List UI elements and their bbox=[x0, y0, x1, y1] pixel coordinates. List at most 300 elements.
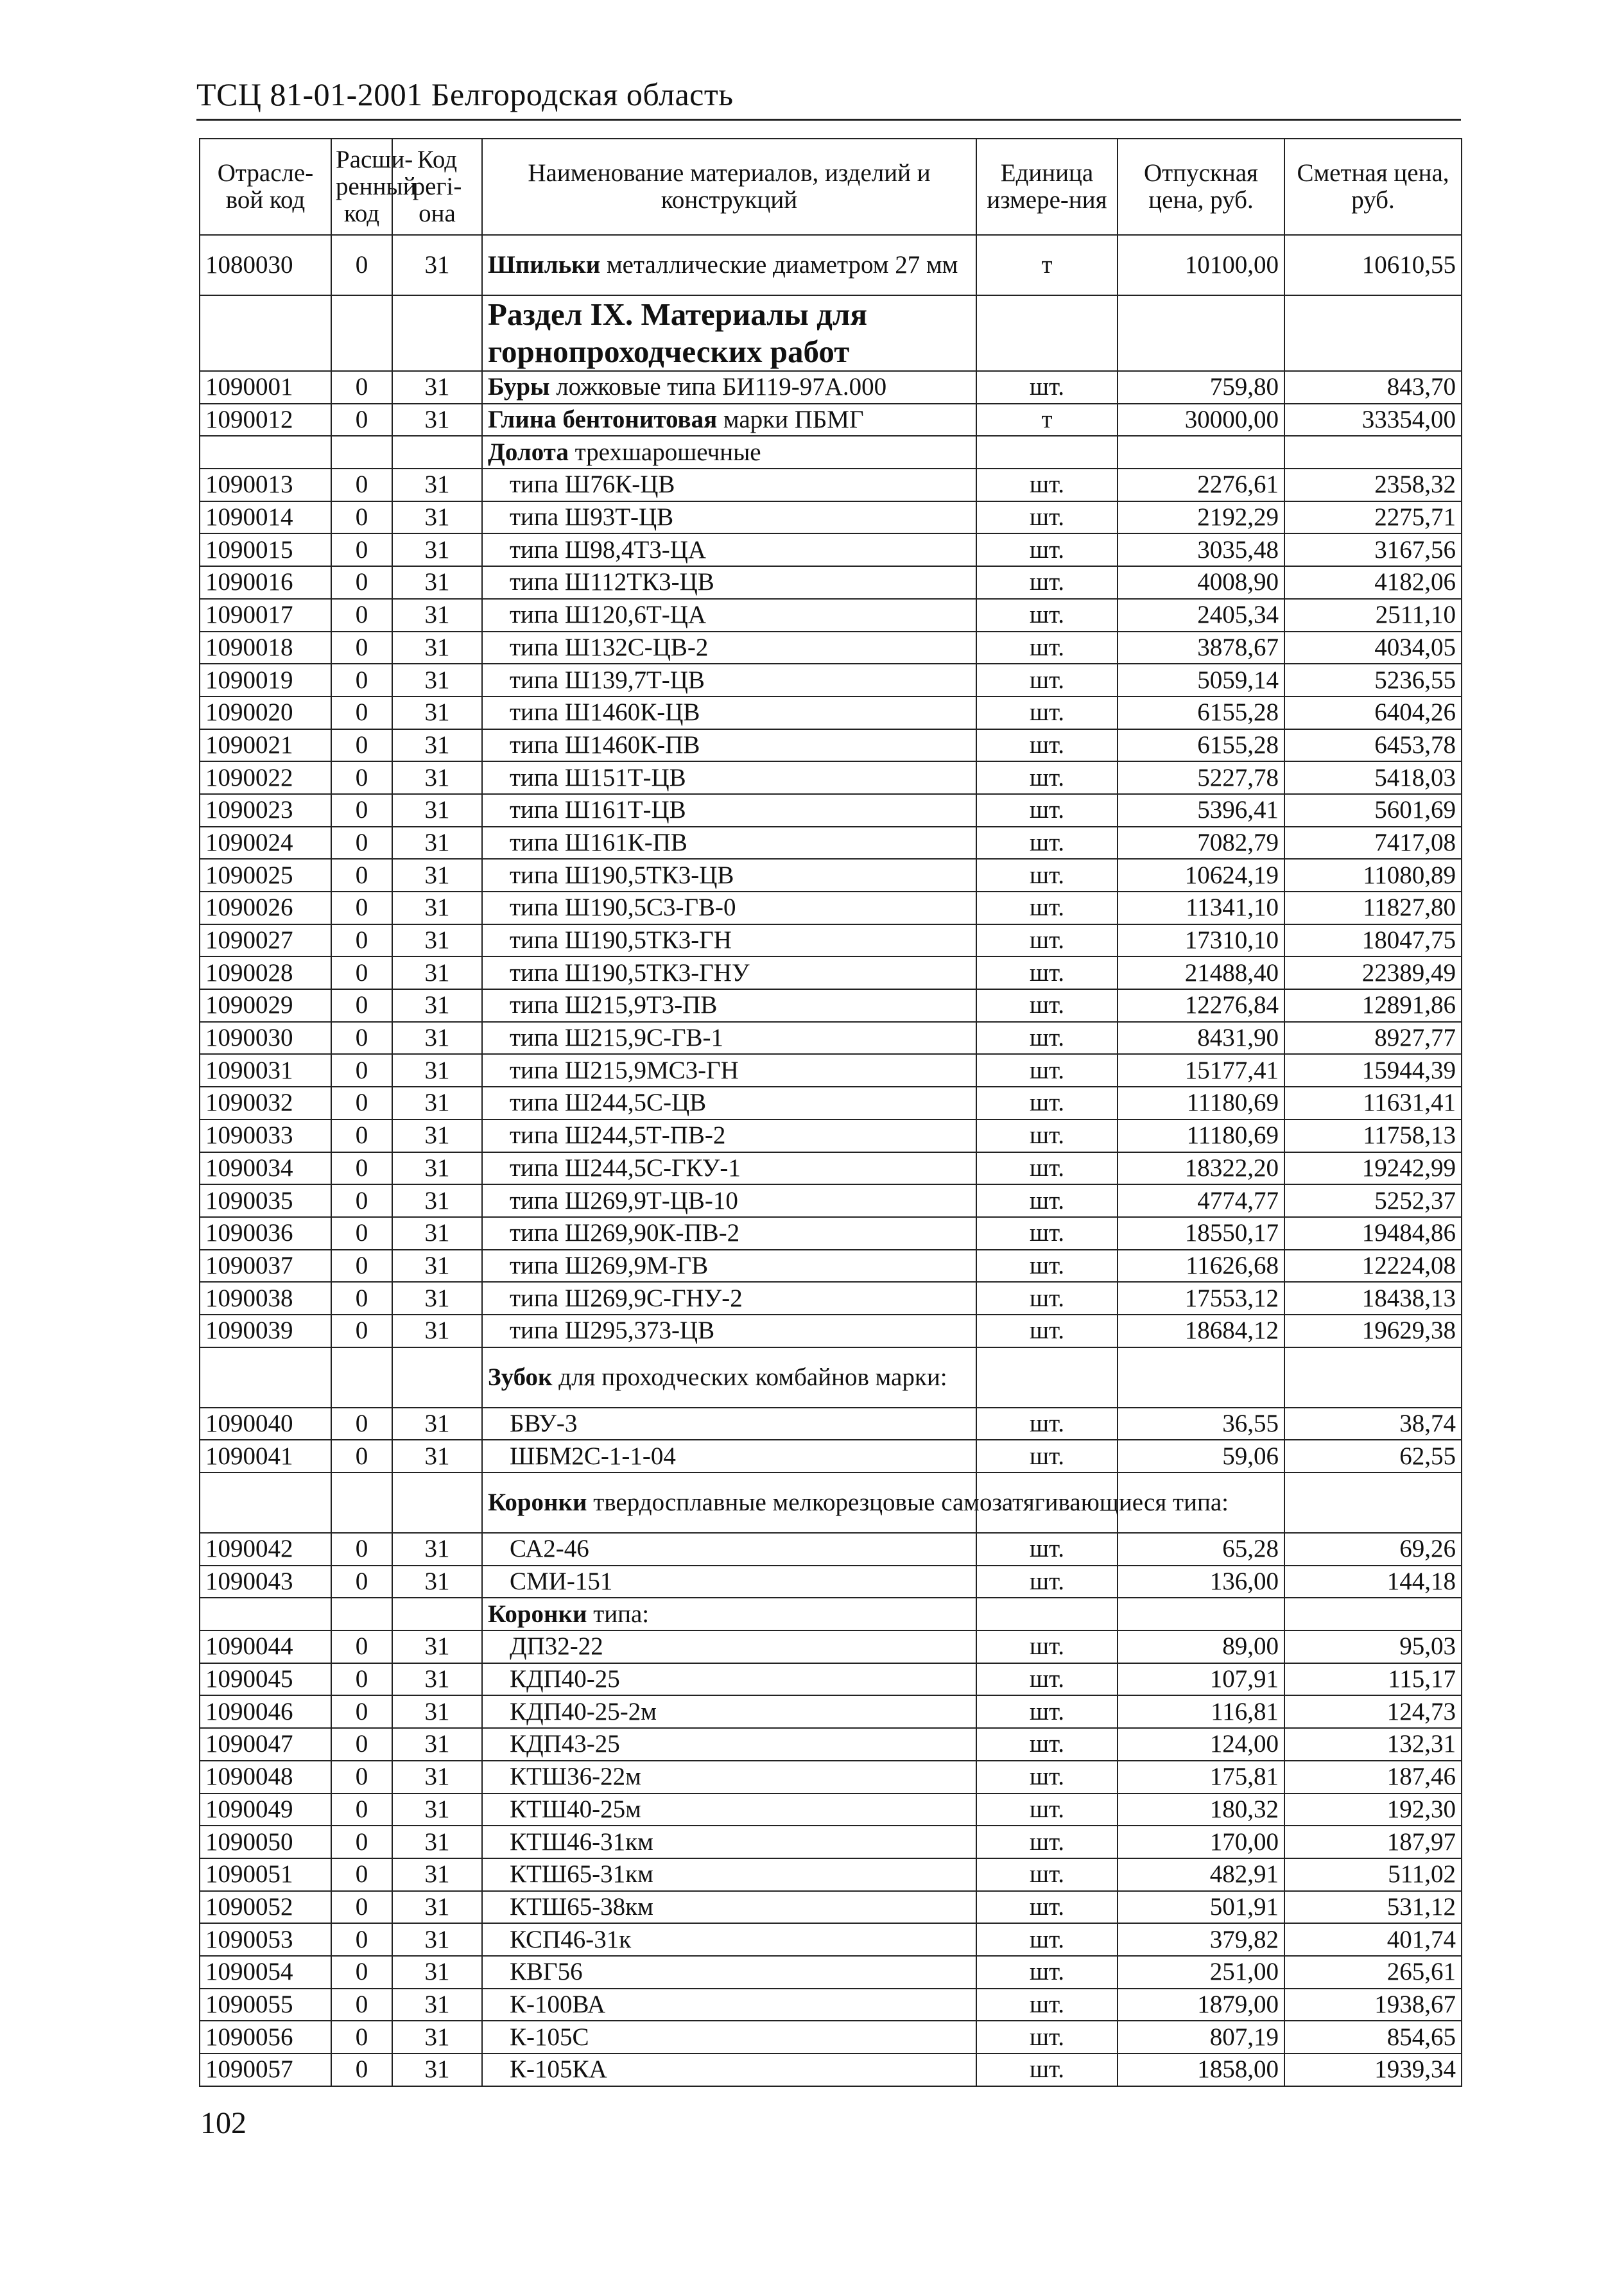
industry-code-cell: 1090022 bbox=[200, 761, 331, 794]
table-row bbox=[200, 1891, 1462, 1924]
material-name-cell: типа Ш244,5С-ГКУ-1 bbox=[482, 1152, 976, 1185]
industry-code-cell bbox=[200, 295, 331, 371]
extended-code-cell: 0 bbox=[331, 599, 392, 632]
material-name-bold: Шпильки bbox=[488, 251, 601, 279]
estimate-price-cell: 4034,05 bbox=[1284, 632, 1462, 664]
price-table bbox=[199, 138, 1462, 2087]
industry-code-cell: 1090016 bbox=[200, 566, 331, 599]
industry-code-cell: 1090048 bbox=[200, 1761, 331, 1793]
region-code-cell bbox=[392, 295, 482, 371]
industry-code-cell: 1090024 bbox=[200, 827, 331, 860]
estimate-price-cell: 69,26 bbox=[1284, 1533, 1462, 1566]
extended-code-cell: 0 bbox=[331, 892, 392, 924]
region-code-cell: 31 bbox=[392, 664, 482, 696]
table-row bbox=[200, 2021, 1462, 2053]
material-name-cell: типа Ш120,6Т-ЦА bbox=[482, 599, 976, 632]
unit-cell: шт. bbox=[976, 501, 1118, 534]
industry-code-cell: 1090044 bbox=[200, 1630, 331, 1663]
material-name-cell: типа Ш244,5Т-ПВ-2 bbox=[482, 1119, 976, 1152]
extended-code-cell: 0 bbox=[331, 1566, 392, 1598]
release-price-cell: 482,91 bbox=[1118, 1858, 1284, 1891]
estimate-price-cell: 18438,13 bbox=[1284, 1282, 1462, 1315]
group-row bbox=[200, 1598, 1462, 1630]
estimate-price-cell: 401,74 bbox=[1284, 1923, 1462, 1956]
industry-code-cell: 1090023 bbox=[200, 794, 331, 827]
region-code-cell bbox=[392, 1347, 482, 1408]
unit-cell: шт. bbox=[976, 664, 1118, 696]
estimate-price-cell: 6404,26 bbox=[1284, 696, 1462, 729]
release-price-cell: 170,00 bbox=[1118, 1826, 1284, 1858]
table-row bbox=[200, 1858, 1462, 1891]
region-code-cell: 31 bbox=[392, 794, 482, 827]
material-name-cell: типа Ш161К-ПВ bbox=[482, 827, 976, 860]
industry-code-cell: 1090021 bbox=[200, 729, 331, 762]
estimate-price-cell: 115,17 bbox=[1284, 1663, 1462, 1696]
table-row bbox=[200, 956, 1462, 989]
unit-cell: шт. bbox=[976, 1408, 1118, 1440]
industry-code-cell: 1090027 bbox=[200, 924, 331, 957]
industry-code-cell: 1090037 bbox=[200, 1250, 331, 1283]
extended-code-cell bbox=[331, 1598, 392, 1630]
material-name-cell: типа Ш98,4Т3-ЦА bbox=[482, 533, 976, 566]
estimate-price-cell: 11758,13 bbox=[1284, 1119, 1462, 1152]
group-title-rest: для проходческих комбайнов марки: bbox=[552, 1363, 947, 1391]
estimate-price-cell: 11080,89 bbox=[1284, 859, 1462, 892]
extended-code-cell: 0 bbox=[331, 1858, 392, 1891]
release-price-cell: 15177,41 bbox=[1118, 1054, 1284, 1087]
unit-cell: шт. bbox=[976, 1184, 1118, 1217]
extended-code-cell: 0 bbox=[331, 1184, 392, 1217]
material-name-cell: ШБМ2С-1-1-04 bbox=[482, 1440, 976, 1473]
material-name-cell: типа Ш244,5С-ЦВ bbox=[482, 1087, 976, 1119]
release-price-cell bbox=[1118, 295, 1284, 371]
table-row bbox=[200, 1793, 1462, 1826]
material-name-cell: КДП43-25 bbox=[482, 1728, 976, 1761]
group-title-cell bbox=[482, 436, 976, 469]
region-code-cell: 31 bbox=[392, 1087, 482, 1119]
table-row bbox=[200, 794, 1462, 827]
material-name-cell: типа Ш161Т-ЦВ bbox=[482, 794, 976, 827]
table-row bbox=[200, 859, 1462, 892]
unit-cell: шт. bbox=[976, 1728, 1118, 1761]
industry-code-cell: 1090029 bbox=[200, 989, 331, 1022]
table-row bbox=[200, 632, 1462, 664]
table-row bbox=[200, 989, 1462, 1022]
region-code-cell: 31 bbox=[392, 1282, 482, 1315]
page-number: 102 bbox=[200, 2106, 246, 2140]
industry-code-cell: 1090038 bbox=[200, 1282, 331, 1315]
industry-code-cell: 1090020 bbox=[200, 696, 331, 729]
region-code-cell: 31 bbox=[392, 501, 482, 534]
material-name-cell: типа Ш76К-ЦВ bbox=[482, 469, 976, 501]
group-title-rest: трехшарошечные bbox=[568, 438, 761, 466]
table-row bbox=[200, 1250, 1462, 1283]
group-title-rest: твердосплавные мелкорезцовые самозатягивающиеся типа: bbox=[587, 1489, 1229, 1516]
unit-cell: шт. bbox=[976, 696, 1118, 729]
industry-code-cell: 1090045 bbox=[200, 1663, 331, 1696]
material-name-cell: КВГ56 bbox=[482, 1956, 976, 1989]
table-row bbox=[200, 1923, 1462, 1956]
table-row bbox=[200, 1022, 1462, 1055]
material-name-cell: типа Ш269,9С-ГНУ-2 bbox=[482, 1282, 976, 1315]
material-name-cell: типа Ш295,373-ЦВ bbox=[482, 1315, 976, 1347]
estimate-price-cell: 33354,00 bbox=[1284, 404, 1462, 436]
release-price-cell: 251,00 bbox=[1118, 1956, 1284, 1989]
table-row bbox=[200, 1282, 1462, 1315]
material-name-cell: типа Ш269,9М-ГВ bbox=[482, 1250, 976, 1283]
unit-cell: шт. bbox=[976, 1891, 1118, 1924]
page-header-title: ТСЦ 81-01-2001 Белгородская область bbox=[196, 76, 734, 112]
extended-code-cell bbox=[331, 1347, 392, 1408]
table-row bbox=[200, 761, 1462, 794]
release-price-cell: 807,19 bbox=[1118, 2021, 1284, 2053]
material-name-cell: БВУ-3 bbox=[482, 1408, 976, 1440]
material-name-cell: ДП32-22 bbox=[482, 1630, 976, 1663]
table-row bbox=[200, 2053, 1462, 2086]
table-row bbox=[200, 827, 1462, 860]
table-row bbox=[200, 1728, 1462, 1761]
region-code-cell: 31 bbox=[392, 235, 482, 295]
extended-code-cell: 0 bbox=[331, 664, 392, 696]
group-title-bold: Коронки bbox=[488, 1489, 587, 1516]
material-name-cell: типа Ш112ТК3-ЦВ bbox=[482, 566, 976, 599]
table-header-row bbox=[200, 139, 1462, 235]
release-price-cell: 759,80 bbox=[1118, 371, 1284, 404]
estimate-price-cell: 19629,38 bbox=[1284, 1315, 1462, 1347]
estimate-price-cell: 1938,67 bbox=[1284, 1989, 1462, 2021]
material-name-cell: типа Ш190,5ТК3-ГН bbox=[482, 924, 976, 957]
header-rule bbox=[196, 119, 1461, 121]
release-price-cell: 11180,69 bbox=[1118, 1119, 1284, 1152]
unit-cell bbox=[976, 295, 1118, 371]
unit-cell: шт. bbox=[976, 1533, 1118, 1566]
table-row bbox=[200, 1408, 1462, 1440]
release-price-cell: 5059,14 bbox=[1118, 664, 1284, 696]
unit-cell: шт. bbox=[976, 1250, 1118, 1283]
group-title-bold: Зубок bbox=[488, 1363, 553, 1391]
industry-code-cell: 1090046 bbox=[200, 1695, 331, 1728]
extended-code-cell: 0 bbox=[331, 2021, 392, 2053]
release-price-cell: 21488,40 bbox=[1118, 956, 1284, 989]
estimate-price-cell: 22389,49 bbox=[1284, 956, 1462, 989]
material-name-cell: типа Ш215,9С-ГВ-1 bbox=[482, 1022, 976, 1055]
region-code-cell: 31 bbox=[392, 924, 482, 957]
release-price-cell: 18684,12 bbox=[1118, 1315, 1284, 1347]
extended-code-cell: 0 bbox=[331, 1119, 392, 1152]
region-code-cell: 31 bbox=[392, 566, 482, 599]
industry-code-cell: 1090036 bbox=[200, 1217, 331, 1250]
estimate-price-cell: 2275,71 bbox=[1284, 501, 1462, 534]
material-name-cell: СА2-46 bbox=[482, 1533, 976, 1566]
extended-code-cell: 0 bbox=[331, 371, 392, 404]
region-code-cell bbox=[392, 1598, 482, 1630]
table-row bbox=[200, 696, 1462, 729]
material-name-cell: КТШ36-22м bbox=[482, 1761, 976, 1793]
estimate-price-cell: 15944,39 bbox=[1284, 1054, 1462, 1087]
extended-code-cell: 0 bbox=[331, 794, 392, 827]
estimate-price-cell: 11827,80 bbox=[1284, 892, 1462, 924]
region-code-cell: 31 bbox=[392, 2021, 482, 2053]
region-code-cell: 31 bbox=[392, 1826, 482, 1858]
unit-cell: шт. bbox=[976, 2053, 1118, 2086]
region-code-cell: 31 bbox=[392, 1315, 482, 1347]
region-code-cell: 31 bbox=[392, 404, 482, 436]
extended-code-cell: 0 bbox=[331, 827, 392, 860]
industry-code-cell: 1090054 bbox=[200, 1956, 331, 1989]
release-price-cell: 175,81 bbox=[1118, 1761, 1284, 1793]
material-name-cell: типа Ш151Т-ЦВ bbox=[482, 761, 976, 794]
industry-code-cell: 1090017 bbox=[200, 599, 331, 632]
region-code-cell: 31 bbox=[392, 956, 482, 989]
release-price-cell: 6155,28 bbox=[1118, 729, 1284, 762]
unit-cell: шт. bbox=[976, 1566, 1118, 1598]
table-row bbox=[200, 1054, 1462, 1087]
extended-code-cell: 0 bbox=[331, 501, 392, 534]
extended-code-cell: 0 bbox=[331, 1440, 392, 1473]
region-code-cell: 31 bbox=[392, 1054, 482, 1087]
estimate-price-cell: 5418,03 bbox=[1284, 761, 1462, 794]
unit-cell: шт. bbox=[976, 1630, 1118, 1663]
estimate-price-cell: 5236,55 bbox=[1284, 664, 1462, 696]
industry-code-cell: 1090025 bbox=[200, 859, 331, 892]
region-code-cell: 31 bbox=[392, 1408, 482, 1440]
estimate-price-cell: 12224,08 bbox=[1284, 1250, 1462, 1283]
unit-cell: шт. bbox=[976, 1087, 1118, 1119]
region-code-cell: 31 bbox=[392, 1695, 482, 1728]
release-price-cell: 30000,00 bbox=[1118, 404, 1284, 436]
extended-code-cell: 0 bbox=[331, 1923, 392, 1956]
region-code-cell: 31 bbox=[392, 1793, 482, 1826]
release-price-cell: 116,81 bbox=[1118, 1695, 1284, 1728]
estimate-price-cell: 6453,78 bbox=[1284, 729, 1462, 762]
table-row bbox=[200, 1566, 1462, 1598]
group-row bbox=[200, 436, 1462, 469]
release-price-cell: 10624,19 bbox=[1118, 859, 1284, 892]
unit-cell: шт. bbox=[976, 1695, 1118, 1728]
release-price-cell: 6155,28 bbox=[1118, 696, 1284, 729]
release-price-cell: 107,91 bbox=[1118, 1663, 1284, 1696]
unit-cell: шт. bbox=[976, 924, 1118, 957]
group-title-cell bbox=[482, 1598, 976, 1630]
extended-code-cell: 0 bbox=[331, 566, 392, 599]
release-price-cell: 1858,00 bbox=[1118, 2053, 1284, 2086]
estimate-price-cell: 187,46 bbox=[1284, 1761, 1462, 1793]
table-row bbox=[200, 924, 1462, 957]
industry-code-cell: 1090043 bbox=[200, 1566, 331, 1598]
release-price-cell bbox=[1118, 1347, 1284, 1408]
region-code-cell: 31 bbox=[392, 371, 482, 404]
estimate-price-cell: 3167,56 bbox=[1284, 533, 1462, 566]
extended-code-cell: 0 bbox=[331, 1826, 392, 1858]
table-row bbox=[200, 1630, 1462, 1663]
extended-code-cell bbox=[331, 1473, 392, 1533]
material-name-cell: типа Ш215,9Т3-ПВ bbox=[482, 989, 976, 1022]
col-header-unit: Единица измере-ния bbox=[976, 139, 1118, 235]
release-price-cell: 17310,10 bbox=[1118, 924, 1284, 957]
extended-code-cell: 0 bbox=[331, 989, 392, 1022]
estimate-price-cell: 187,97 bbox=[1284, 1826, 1462, 1858]
extended-code-cell: 0 bbox=[331, 404, 392, 436]
industry-code-cell: 1090028 bbox=[200, 956, 331, 989]
extended-code-cell: 0 bbox=[331, 1250, 392, 1283]
material-name-cell: К-105С bbox=[482, 2021, 976, 2053]
extended-code-cell: 0 bbox=[331, 956, 392, 989]
col-header-name: Наименование материалов, изделий и конструкций bbox=[482, 139, 976, 235]
table-body bbox=[200, 235, 1462, 2086]
release-price-cell: 180,32 bbox=[1118, 1793, 1284, 1826]
industry-code-cell: 1090034 bbox=[200, 1152, 331, 1185]
region-code-cell: 31 bbox=[392, 632, 482, 664]
unit-cell: шт. bbox=[976, 859, 1118, 892]
material-name-cell: типа Ш269,9Т-ЦВ-10 bbox=[482, 1184, 976, 1217]
release-price-cell: 17553,12 bbox=[1118, 1282, 1284, 1315]
extended-code-cell: 0 bbox=[331, 1408, 392, 1440]
extended-code-cell: 0 bbox=[331, 2053, 392, 2086]
col-header-region-code: Код регi-она bbox=[392, 139, 482, 235]
release-price-cell bbox=[1118, 1598, 1284, 1630]
extended-code-cell: 0 bbox=[331, 1022, 392, 1055]
region-code-cell: 31 bbox=[392, 729, 482, 762]
estimate-price-cell: 8927,77 bbox=[1284, 1022, 1462, 1055]
unit-cell: шт. bbox=[976, 2021, 1118, 2053]
industry-code-cell: 1090052 bbox=[200, 1891, 331, 1924]
material-name-cell: типа Ш269,90К-ПВ-2 bbox=[482, 1217, 976, 1250]
region-code-cell: 31 bbox=[392, 1217, 482, 1250]
table-row bbox=[200, 599, 1462, 632]
unit-cell: шт. bbox=[976, 827, 1118, 860]
unit-cell: шт. bbox=[976, 1858, 1118, 1891]
unit-cell: шт. bbox=[976, 729, 1118, 762]
industry-code-cell: 1080030 bbox=[200, 235, 331, 295]
extended-code-cell: 0 bbox=[331, 1891, 392, 1924]
unit-cell bbox=[976, 1347, 1118, 1408]
unit-cell: шт. bbox=[976, 1923, 1118, 1956]
unit-cell: шт. bbox=[976, 599, 1118, 632]
unit-cell: шт. bbox=[976, 892, 1118, 924]
region-code-cell: 31 bbox=[392, 761, 482, 794]
table-row bbox=[200, 729, 1462, 762]
table-row bbox=[200, 1695, 1462, 1728]
region-code-cell: 31 bbox=[392, 1250, 482, 1283]
material-name-cell: типа Ш93Т-ЦВ bbox=[482, 501, 976, 534]
estimate-price-cell bbox=[1284, 436, 1462, 469]
extended-code-cell: 0 bbox=[331, 1152, 392, 1185]
material-name-rest: ложковые типа БИ119-97А.000 bbox=[549, 373, 887, 401]
release-price-cell: 11180,69 bbox=[1118, 1087, 1284, 1119]
unit-cell: шт. bbox=[976, 1022, 1118, 1055]
table-row bbox=[200, 1956, 1462, 1989]
material-name-cell: К-105КА bbox=[482, 2053, 976, 2086]
estimate-price-cell: 265,61 bbox=[1284, 1956, 1462, 1989]
extended-code-cell: 0 bbox=[331, 632, 392, 664]
region-code-cell: 31 bbox=[392, 1630, 482, 1663]
release-price-cell: 18322,20 bbox=[1118, 1152, 1284, 1185]
extended-code-cell: 0 bbox=[331, 1793, 392, 1826]
release-price-cell: 8431,90 bbox=[1118, 1022, 1284, 1055]
extended-code-cell: 0 bbox=[331, 859, 392, 892]
estimate-price-cell: 843,70 bbox=[1284, 371, 1462, 404]
release-price-cell: 124,00 bbox=[1118, 1728, 1284, 1761]
table-row bbox=[200, 892, 1462, 924]
extended-code-cell bbox=[331, 295, 392, 371]
table-row bbox=[200, 1152, 1462, 1185]
industry-code-cell: 1090033 bbox=[200, 1119, 331, 1152]
table-row bbox=[200, 1315, 1462, 1347]
unit-cell: шт. bbox=[976, 1663, 1118, 1696]
region-code-cell: 31 bbox=[392, 1119, 482, 1152]
extended-code-cell bbox=[331, 436, 392, 469]
material-name-cell: типа Ш190,5ТК3-ГНУ bbox=[482, 956, 976, 989]
region-code-cell: 31 bbox=[392, 1440, 482, 1473]
extended-code-cell: 0 bbox=[331, 1315, 392, 1347]
extended-code-cell: 0 bbox=[331, 1630, 392, 1663]
release-price-cell: 89,00 bbox=[1118, 1630, 1284, 1663]
material-name-cell bbox=[482, 404, 976, 436]
material-name-cell: типа Ш1460К-ЦВ bbox=[482, 696, 976, 729]
estimate-price-cell: 38,74 bbox=[1284, 1408, 1462, 1440]
material-name-rest: марки ПБМГ bbox=[717, 406, 864, 434]
industry-code-cell bbox=[200, 1347, 331, 1408]
release-price-cell: 379,82 bbox=[1118, 1923, 1284, 1956]
col-header-estimate-price: Сметная цена, руб. bbox=[1284, 139, 1462, 235]
industry-code-cell: 1090041 bbox=[200, 1440, 331, 1473]
unit-cell: шт. bbox=[976, 1054, 1118, 1087]
unit-cell: шт. bbox=[976, 469, 1118, 501]
unit-cell: шт. bbox=[976, 1761, 1118, 1793]
estimate-price-cell: 144,18 bbox=[1284, 1566, 1462, 1598]
industry-code-cell: 1090018 bbox=[200, 632, 331, 664]
unit-cell: шт. bbox=[976, 533, 1118, 566]
release-price-cell: 11626,68 bbox=[1118, 1250, 1284, 1283]
unit-cell: шт. bbox=[976, 632, 1118, 664]
industry-code-cell: 1090042 bbox=[200, 1533, 331, 1566]
region-code-cell: 31 bbox=[392, 1663, 482, 1696]
table-row bbox=[200, 1184, 1462, 1217]
release-price-cell: 4774,77 bbox=[1118, 1184, 1284, 1217]
extended-code-cell: 0 bbox=[331, 1054, 392, 1087]
release-price-cell: 36,55 bbox=[1118, 1408, 1284, 1440]
table-row bbox=[200, 533, 1462, 566]
industry-code-cell bbox=[200, 1473, 331, 1533]
industry-code-cell: 1090050 bbox=[200, 1826, 331, 1858]
unit-cell: шт. bbox=[976, 1989, 1118, 2021]
estimate-price-cell: 19242,99 bbox=[1284, 1152, 1462, 1185]
extended-code-cell: 0 bbox=[331, 1728, 392, 1761]
industry-code-cell: 1090014 bbox=[200, 501, 331, 534]
material-name-cell: К-100ВА bbox=[482, 1989, 976, 2021]
industry-code-cell: 1090031 bbox=[200, 1054, 331, 1087]
table-row bbox=[200, 501, 1462, 534]
table-row bbox=[200, 1533, 1462, 1566]
industry-code-cell: 1090051 bbox=[200, 1858, 331, 1891]
estimate-price-cell: 132,31 bbox=[1284, 1728, 1462, 1761]
group-title-cell bbox=[482, 1347, 976, 1408]
material-name-cell: КДП40-25-2м bbox=[482, 1695, 976, 1728]
table-row bbox=[200, 1217, 1462, 1250]
group-title-bold: Коронки bbox=[488, 1600, 587, 1628]
estimate-price-cell: 5601,69 bbox=[1284, 794, 1462, 827]
industry-code-cell: 1090049 bbox=[200, 1793, 331, 1826]
table-row bbox=[200, 566, 1462, 599]
region-code-cell: 31 bbox=[392, 1923, 482, 1956]
estimate-price-cell: 124,73 bbox=[1284, 1695, 1462, 1728]
region-code-cell: 31 bbox=[392, 533, 482, 566]
table-row bbox=[200, 404, 1462, 436]
table-row bbox=[200, 1761, 1462, 1793]
extended-code-cell: 0 bbox=[331, 1989, 392, 2021]
section-title: Раздел IX. Материалы для горнопроходческих работ bbox=[488, 297, 867, 369]
region-code-cell: 31 bbox=[392, 1184, 482, 1217]
